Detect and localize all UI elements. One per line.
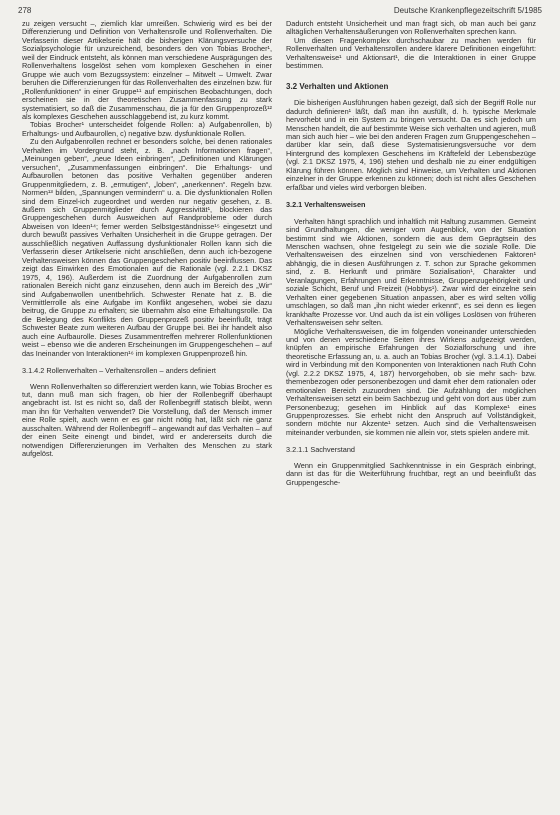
subsubsection-heading: 3.1.4.2 Rollenverhalten – Verhaltensrollen – anders definiert (22, 366, 216, 376)
paragraph: Mögliche Verhaltensweisen, die im folgenden voneinander unterschieden und von denen verschiedene Seiten ihres Wirkens aufgezeigt werden, knüpfen an empirische Erfahrungen der Sozialforschung und ihre theoretische Erfassung an, u. a. auch an Tobias Brocher (vgl. 3.1.4.1). Dabei wird in Verbindung mit den Komponenten von Interaktionen nach Ruth Cohn (vgl. 2.2.2 DKSZ 1975, 4, 187) hervorgehoben, ob sie mehr sach- bzw. themenbezogen oder personenbezogen und damit eher dem rationalen oder emotionalen Bereich zuzuordnen sind. Die Aufzählung der möglichen Verhaltensweisen setzt ein beim Sachbezug und geht von dort aus über zum Personenbezug; gesehen im Hinblick auf das Komplexe¹ eines Gruppenprozesses. Sie erhebt nicht den Anspruch auf Vollständigkeit, sondern möchte nur Akzente¹ setzen. Auch sind die Verhaltensweisen miteinander verbunden, sie kommen nie allein vor, stets spielen andere mit. (286, 326, 536, 437)
paragraph: Verhalten hängt sprachlich und inhaltlich mit Haltung zusammen. Gemeint sind Grundhaltungen, die weniger vom Augenblick, von der Situation bestimmt sind wie Aktionen, sondern die aus dem Geprägtsein des Menschen wachsen, ohne festgelegt zu sein wie die soziale Rolle. Die Verhaltensweisen des einzelnen sind von verschiedenen Faktoren¹ abhängig, die in diesen Ausführungen z. T. schon zur Sprache gekommen sind, z. B. Herkunft und primäre Sozialisation¹, Charakter und Veranlagungen, Erfahrungen und Erkenntnisse, Gruppenzugehörigkeit und soziale Schicht, Beruf und Freizeit (Hobbys¹). Zwar wird der einzelne sein Verhalten einer gegebenen Situation anpassen, aber es wird selten völlig umschlagen, so daß man „ihn nicht wieder erkennt“, es sei denn es liegen krankhafte Prozesse vor. Und auch da ist ein völliges Loslösen von früheren Verhaltensweisen sehr selten. (286, 216, 536, 328)
paragraph: Wenn Rollenverhalten so differenziert werden kann, wie Tobias Brocher es tut, dann muß man sich fragen, ob hier der Rollenbegriff überhaupt angebracht ist. Ist es nicht so, daß der Rollenbegriff statisch bleibt, wenn man ihn für Verhalten verwendet? Die Vorstellung, daß der Mensch immer eine Rolle spielt, auch wenn er es gar nicht nötig hat, läßt sich nie ganz ausschalten. Während der Rollenbegriff – angewandt auf das Verhalten – auf der einen Seite einengt und bindet, wird er andererseits durch die notwendigen Differenzierungen im Verhalten des Menschen zu stark aufgelöst. (22, 381, 272, 459)
left-column (22, 20, 272, 459)
paragraph: Tobias Brocher¹ unterscheidet folgende Rollen: a) Aufgabenrollen, b) Erhaltungs- und Aufbaurollen, c) negative bzw. dysfunktionale Rollen. (22, 120, 272, 138)
paragraph: Um diesen Fragenkomplex durchschaubar zu machen werden für Rollenverhalten und Verhaltensrollen andere klarere Definitionen eingeführt: Verhaltensweise¹ und Aktionsart¹, die die Interaktionen in einer Gruppe bestimmen. (286, 35, 536, 71)
paragraph: Die bisherigen Ausführungen haben gezeigt, daß sich der Begriff Rolle nur dadurch definieren¹ läßt, daß man ihn ausfüllt, d. h. typische Merkmale hervorhebt und in ein System zu bringen versucht. Da es sich jedoch um Menschen handelt, die auf bestimmte Weise sich verhalten und agieren, muß man sich auch hier – wie bei den anderen Fragen zum Gruppengeschehen – darüber klar sein, daß diese Systematisierungsversuche vor dem Hintergrund des komplexen Geschehens im Kräftefeld der Lebensbezüge (vgl. 2.1 DKSZ 1975, 4, 196) stehen und deshalb nie zu einer endgültigen Klärung führen können. Möglich sind Hinweise, um Verhalten und Aktionen einzelner in der Gruppe erkennen zu können; doch ist nicht alles Geschehen erfaßbar und vieles wird verborgen bleiben. (286, 98, 536, 192)
paragraph: zu zeigen versucht –, ziemlich klar umreißen. Schwierig wird es bei der Differenzierung und Definition von Verhaltensrolle und Rollenverhalten. Die Verfasserin dieser Artikelserie hält die bisherigen Klärungsversuche der Sozialpsychologie für unzureichend, besonders den von Tobias Brocher¹, weil der Eindruck entsteht, als können man verschiedene Ausprägungen des Rollenverhaltens losgelöst sehen vom komplexen Geschehen in einer Gruppe wie auch vom Bezugssystem: einzelner – Mitwelt – Umwelt. Zwar beruhen die Differenzierungen für das Rollenverhalten des einzelnen bzw. für „Rollenfunktionen“ in einer Gruppe¹¹ auf empirischen Beobachtungen, doch erscheinen sie in der theoretischen Zusammenfassung zu stark systematisiert, so daß die Zusammenschau, die ja für den Gruppenprozeß¹² als komplexes Geschehen ausschlaggebend ist, zu kurz kommt. (22, 19, 272, 121)
section-heading: 3.2 Verhalten und Aktionen (286, 81, 389, 91)
paragraph: Dadurch entsteht Unsicherheit und man fragt sich, ob man auch bei ganz alltäglichen Verhaltensäußerungen von Rollenverhalten sprechen kann. (286, 19, 536, 37)
subsubsection-heading: 3.2.1.1 Sachverstand (286, 445, 355, 455)
subsection-heading: 3.2.1 Verhaltensweisen (286, 200, 366, 210)
journal-title: Deutsche Krankenpflegezeitschrift 5/1985 (393, 6, 542, 15)
paragraph: Zu den Aufgabenrollen rechnet er besonders solche, bei denen rationales Verhalten im Vordergrund steht, z. B. „nach Informationen fragen“, „Meinungen geben“, „neue Ideen einbringen“, „Definitionen und Klärungen versuchen“, „Zusammenfassungen einbringen“. Die Erhaltungs- und Aufbaurollen betonen das positive Verhalten gegenüber anderen Gruppenmitgliedern, z. B. „ermutigen“, „loben“, „anerkennen“. Regeln bzw. Normen¹³ bilden, „Spannungen vermindern“ u. a. Die dysfunktionalen Rollen sind dem Einzel-ich zugeordnet und werden nur negativ gesehen, z. B. äußern sich Gruppenmitglieder durch Aggressivität¹, blockieren das Gruppengeschehen durch Ausweichen auf Randprobleme oder durch Abweisen von Ideen¹⁴; ferner werden Selbstgeständnisse¹⁵ eingesetzt und durch bewußt passives Verhalten Unsicherheit in die Gruppe getragen. Der ausschließlich negativen Auffassung dysfunktionaler Rollen kann sich die Verfasserin dieser Artikelserie nicht anschließen, denn auch ich-bezogene Verhaltensweisen können das Gruppengeschehen positiv beeinflussen. Das zeigt das Einwirken des Emotionalen auf die Rationale (vgl. 2.2.1 DKSZ 1975, 4, 196). Außerdem ist die Zuordnung der Aufgabenrollen zum rationalen Bereich nicht ganz einzusehen, denn auch im Bereich des „Wir“ sind Aufgabenwollen unentbehrlich. Schwester Renate hat z. B. die Vermittlerrolle als eine Aufgabe im Konflikt angesehen, wobei sie dazu beitrug, die Gruppe zu erhalten; sie übernahm also eine Erhaltungsrolle. Da die Belegung des Konflikts den Gruppenprozeß positiv beeinflußt, trägt Schwester Beate zum weiteren Aufbau der Gruppe bei. Bei ihr handelt also auch eine Aufbaurolle. Dieses Zusammentreffen mehrerer Rollenfunktionen weist – ebenso wie die anderen Erscheinungen im Gruppengeschehen – auf das Ineinander von Interaktionen¹⁶ im komplexen Gruppenprozeß hin. (22, 137, 272, 358)
page-number: 278 (18, 6, 32, 15)
running-header (18, 6, 542, 15)
paragraph: Wenn ein Gruppenmitglied Sachkenntnisse in ein Gespräch einbringt, dann ist das für die Weiterführung fruchtbar, regt an und beeinflußt das Gruppengesche- (286, 460, 536, 487)
right-column (286, 20, 536, 487)
